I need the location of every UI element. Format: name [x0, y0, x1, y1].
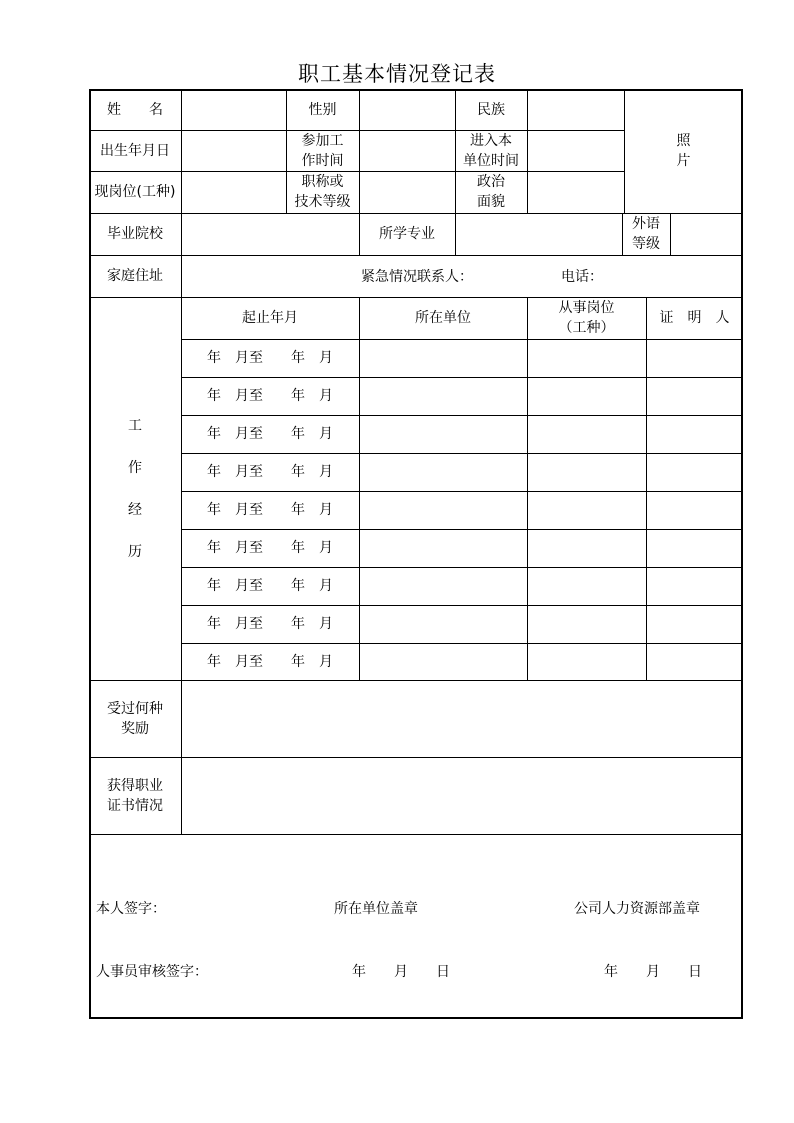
certificates-field[interactable] — [181, 757, 743, 834]
address-field[interactable] — [181, 255, 359, 297]
political-status-field[interactable] — [527, 171, 624, 213]
phone-label: 电话： — [561, 269, 603, 285]
period-cell[interactable]: 年 月至 年 月 — [207, 578, 333, 594]
awards-field[interactable] — [181, 680, 743, 757]
self-signature-label: 本人签字： — [96, 901, 166, 917]
work-history-char: 经 — [128, 502, 142, 518]
witness-header: 证 明 人 — [659, 310, 730, 326]
unit-seal-label: 所在单位盖章 — [334, 901, 418, 917]
address-label: 家庭住址 — [107, 268, 163, 284]
column-divider — [359, 297, 360, 680]
birth-date-label: 出生年月日 — [100, 142, 170, 159]
date-left: 年 月 日 — [352, 964, 450, 980]
major-field[interactable] — [455, 213, 622, 255]
language-level-field[interactable] — [670, 213, 743, 255]
period-header: 起止年月 — [242, 310, 298, 326]
political-status-label: 政治 面貌 — [477, 174, 505, 210]
work-history-char: 作 — [128, 460, 142, 476]
language-level-label: 外语 等级 — [632, 216, 660, 252]
period-cell[interactable]: 年 月至 年 月 — [207, 426, 333, 442]
major-label: 所学专业 — [379, 226, 435, 242]
work-history-char: 工 — [128, 418, 142, 434]
join-date-field[interactable] — [527, 130, 624, 171]
ethnicity-field[interactable] — [527, 89, 624, 130]
hr-seal-label: 公司人力资源部盖章 — [574, 901, 700, 917]
title-level-field[interactable] — [359, 171, 455, 213]
photo-box: 照 片 — [676, 133, 691, 169]
period-cell[interactable]: 年 月至 年 月 — [207, 653, 333, 670]
date-right: 年 月 日 — [604, 964, 702, 980]
name-label: 姓 名 — [107, 101, 163, 118]
post-header: 从事岗位 （工种） — [558, 300, 615, 336]
period-cell[interactable]: 年 月至 年 月 — [207, 464, 333, 480]
title-level-label: 职称或 技术等级 — [294, 174, 351, 210]
birth-date-field[interactable] — [181, 130, 286, 171]
period-cell[interactable]: 年 月至 年 月 — [207, 502, 333, 518]
school-field[interactable] — [181, 213, 359, 255]
form-title: 职工基本情况登记表 — [298, 62, 496, 86]
certificates-label: 获得职业 证书情况 — [107, 777, 163, 814]
gender-field[interactable] — [359, 89, 455, 130]
name-field[interactable] — [181, 89, 286, 130]
unit-header: 所在单位 — [415, 310, 471, 326]
work-history-char: 历 — [128, 544, 142, 560]
position-label: 现岗位(工种) — [94, 184, 176, 200]
hr-review-label: 人事员审核签字： — [96, 964, 208, 980]
period-cell[interactable]: 年 月至 年 月 — [207, 616, 333, 632]
work-start-label: 参加工 作时间 — [301, 132, 344, 169]
ethnicity-label: 民族 — [477, 101, 505, 118]
period-cell[interactable]: 年 月至 年 月 — [207, 350, 333, 366]
column-divider — [527, 297, 528, 680]
period-cell[interactable]: 年 月至 年 月 — [207, 540, 333, 556]
join-date-label: 进入本 单位时间 — [463, 132, 519, 169]
row-divider — [89, 834, 743, 835]
awards-label: 受过何种 奖励 — [107, 700, 163, 737]
emergency-contact-label: 紧急情况联系人： — [361, 269, 473, 285]
column-divider — [646, 297, 647, 680]
position-field[interactable] — [181, 171, 286, 213]
gender-label: 性别 — [308, 101, 337, 118]
school-label: 毕业院校 — [107, 226, 163, 242]
work-start-field[interactable] — [359, 130, 455, 171]
period-cell[interactable]: 年 月至 年 月 — [207, 388, 333, 404]
